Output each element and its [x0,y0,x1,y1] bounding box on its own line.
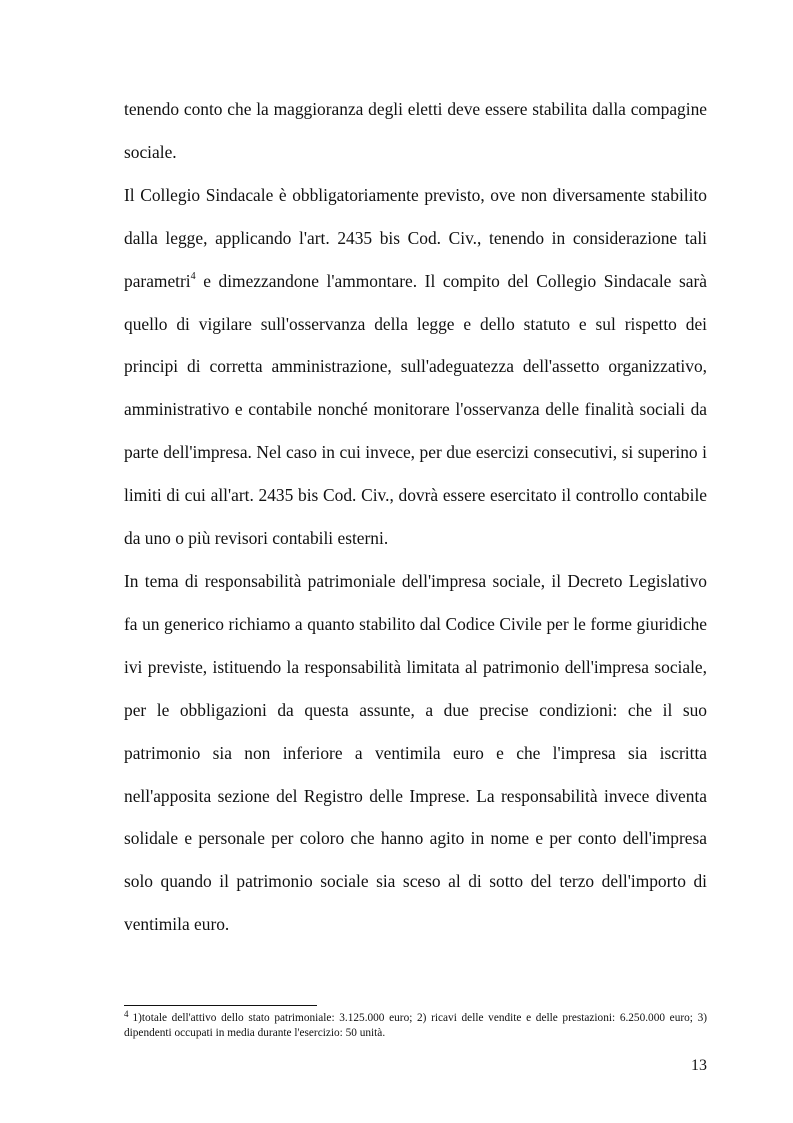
footnote-mark: 4 [124,1009,129,1019]
footnote [124,1011,707,1041]
paragraph-2 [124,174,707,560]
paragraph-2-text-before: Il Collegio Sindacale è obbligatoriamente previsto, ove non diversamente stabilito dalla legge, applicando l'art. 2435 bis Cod. Civ., tenendo in considerazione tali parametri [124,184,707,291]
footnote-divider [124,1005,317,1006]
body-text [124,88,707,946]
paragraph-3-text: In tema di responsabilità patrimoniale dell'impresa sociale, il Decreto Legislativo fa un generico richiamo a quanto stabilito dal Codice Civile per le forme giuridiche ivi previste, istituendo la responsabilità limitata al patrimonio dell'impresa sociale, per le obbligazioni da questa assunte, a due precise condizioni: che il suo patrimonio sia non inferiore a ventimila euro e che l'impresa sia iscritta nell'apposita sezione del Registro delle Imprese. La responsabilità invece diventa solidale e personale per coloro che hanno agito in nome e per conto dell'impresa solo quando il patrimonio sociale sia sceso al di sotto del terzo dell'importo di ventimila euro. [124,570,707,935]
footnote-reference[interactable]: 4 [190,270,196,282]
paragraph-2-text-after: e dimezzandone l'ammontare. Il compito del Collegio Sindacale sarà quello di vigilare sull'osservanza della legge e dello statuto e sul rispetto dei principi di corretta amministrazione, sull'adeguatezza dell'assetto organizzativo, amministrativo e contabile nonché monitorare l'osservanza delle finalità sociali da parte dell'impresa. Nel caso in cui invece, per due esercizi consecutivi, si superino i limiti di cui all'art. 2435 bis Cod. Civ., dovrà essere esercitato il controllo contabile da uno o più revisori contabili esterni. [124,270,707,549]
paragraph-1 [124,88,707,174]
paragraph-1-text: tenendo conto che la maggioranza degli eletti deve essere stabilita dalla compagine sociale. [124,99,707,162]
paragraph-3 [124,560,707,946]
footnote-text: 1)totale dell'attivo dello stato patrimoniale: 3.125.000 euro; 2) ricavi delle vendite e delle prestazioni: 6.250.000 euro; 3) dipendenti occupati in media durante l'esercizio: 50 unità. [124,1012,707,1039]
page-number: 13 [691,1057,707,1074]
